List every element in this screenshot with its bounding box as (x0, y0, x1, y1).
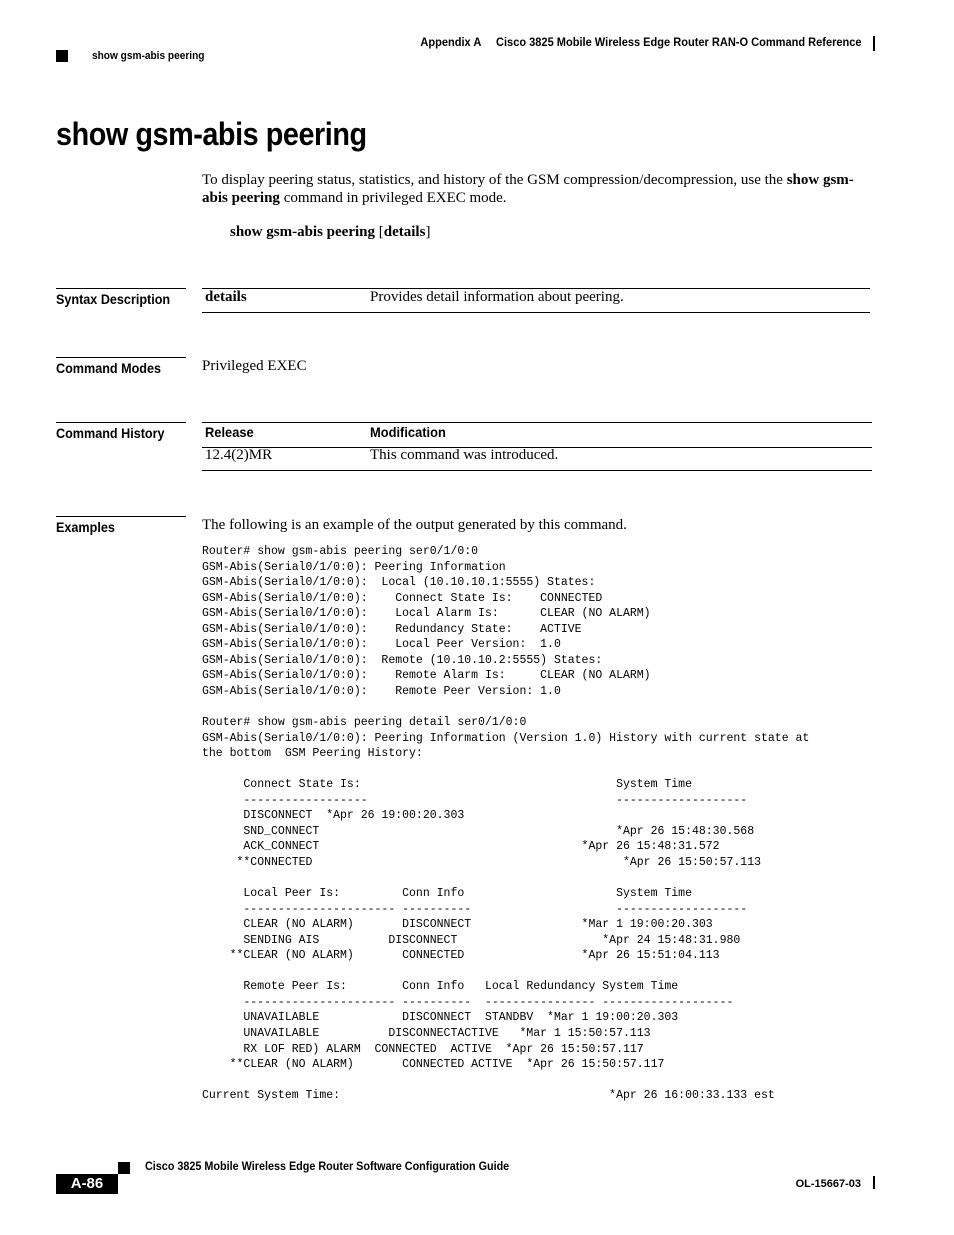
syntax-command: show gsm-abis peering (230, 224, 376, 240)
intro-text-before: To display peering status, statistics, and history of the GSM compression/decompression, use the (202, 172, 787, 188)
intro-command: show gsm-abis peering (202, 172, 854, 206)
command-modes-value: Privileged EXEC (202, 358, 307, 374)
example-code-block: Router# show gsm-abis peering ser0/1/0:0 GSM-Abis(Serial0/1/0:0): Peering Information GSM-Abis(Serial0/1/0:0): Local (10.10.10.1:5555) States: GSM-Abis(Serial0/1/0:0): Connect State Is: CONNECTED GSM-Abis(Serial0/1/0:0): Local Alarm Is: CLEAR (NO ALARM) GSM-Abis(Serial0/1/0:0): Redundancy State: ACTIVE GSM-Abis(Serial0/1/0:0): Local Peer Version: 1.0 GSM-Abis(Serial0/1/0:0): Remote (10.10.10.2:5555) States: GSM-Abis(Serial0/1/0:0): Remote Alarm Is: CLEAR (NO ALARM) GSM-Abis(Serial0/1/0:0): Remote Peer Version: 1.0 Router# show gsm-abis peering detail ser0/1/0:0 GSM-Abis(Serial0/1/0:0): Peering Information (Version 1.0) History with current state at the bottom GSM Peering History: Connect State Is: System Time ------------------ ------------------- DISCONNECT *Apr 26 19:00:20.303 SND_CONNECT *Apr 26 15:48:30.568 ACK_CONNECT *Apr 26 15:48:31.572 **CONNECTED *Apr 26 15:50:57.113 Local Peer Is: Conn Info System Time ---------------------- ---------- ------------------- CLEAR (NO ALARM) DISCONNECT *Mar 1 19:00:20.303 SENDING AIS DISCONNECT *Apr 24 15:48:31.980 **CLEAR (NO ALARM) CONNECTED *Apr 26 15:51:04.113 Remote Peer Is: Conn Info Local Redundancy System Time ---------------------- ---------- ---------------- ------------------- UNAVAILABLE DISCONNECT STANDBV *Mar 1 19:00:20.303 UNAVAILABLE DISCONNECTACTIVE *Mar 1 15:50:57.113 RX LOF RED) ALARM CONNECTED ACTIVE *Apr 26 15:50:57.117 **CLEAR (NO ALARM) CONNECTED ACTIVE *Apr 26 15:50:57.117 Current System Time: *Apr 26 16:00:33.133 est (202, 545, 810, 1103)
footer-guide-title: Cisco 3825 Mobile Wireless Edge Router Software Configuration Guide (145, 1159, 510, 1173)
examples-label: Examples (56, 516, 186, 535)
page-number: A-86 (56, 1174, 118, 1194)
syntax-description-cell: Provides detail information about peering. (370, 289, 624, 305)
syntax-description-label: Syntax Description (56, 288, 186, 307)
intro-paragraph (202, 171, 874, 207)
header-section: show gsm-abis peering (92, 50, 205, 62)
history-release-cell: 12.4(2)MR (205, 447, 273, 463)
page-title: show gsm-abis peering (56, 116, 367, 152)
footer-rule (873, 1176, 875, 1189)
history-header-release: Release (205, 424, 254, 440)
intro-text-after: command in privileged EXEC mode. (279, 190, 507, 206)
header-marker (56, 50, 68, 62)
syntax-keyword-cell: details (205, 289, 247, 305)
examples-intro: The following is an example of the output generated by this command. (202, 517, 627, 533)
syntax-table-bottom-rule (202, 312, 870, 313)
history-table-bottom-rule (202, 470, 872, 471)
command-syntax (230, 224, 430, 241)
header-rule (873, 36, 875, 51)
appendix-label: Appendix A (420, 35, 482, 49)
history-modification-cell: This command was introduced. (370, 447, 559, 463)
footer-doc-number: OL-15667-03 (795, 1178, 861, 1190)
syntax-keyword: details (383, 224, 426, 240)
running-header (421, 35, 862, 49)
book-title: Cisco 3825 Mobile Wireless Edge Router RAN-O Command Reference (496, 35, 862, 49)
history-header-modification: Modification (370, 424, 446, 440)
command-modes-label: Command Modes (56, 357, 186, 376)
footer-marker (118, 1162, 130, 1174)
syntax-bracket-close: ] (425, 224, 431, 240)
syntax-bracket-open: [ (375, 224, 384, 240)
history-table-top-rule (202, 422, 872, 423)
command-history-label: Command History (56, 422, 186, 441)
